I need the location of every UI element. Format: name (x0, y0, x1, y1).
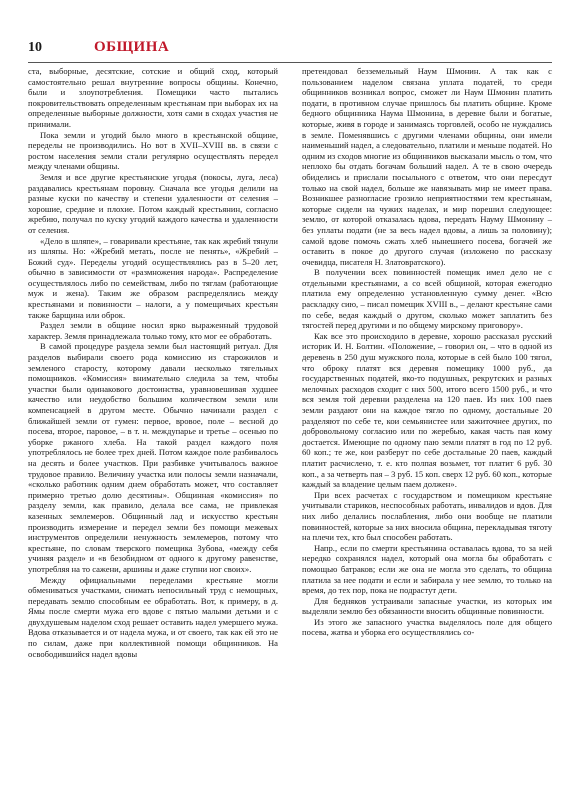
paragraph: претендовал безземельный Наум Шмонин. А так как с пользованием наделом связана уплата податей, то среди общинников возникал вопрос, сможет ли Наум Шмонин платить подати, в противном случае пришлось бы платить общине. Кроме бедного общинника Наума Шмонина, в деревне были и богатые, которые, живя в городе и занимаясь торговлей, особо не нуждались в земле. Поменявшись с другими членами общины, они имели наименьший надел, а следовательно, платили и меньше податей. Но одним из сходов многие из общинников высказали мысль о том, что неплохо бы отдать богачам больший надел. А те в свою очередь обиделись и прислали посыльного с ответом, что они пересдут только на свой надел, больше же навязывать мир не имеет права. Возникшее разногласие грозило неприятностями тем крестьянам, которые сидели на чужих наделах, и мир порешил следующее: землю, от которой отказалась вдова, передать Науму Шмонину – без уплаты подати (не за весь надел вдовы, а лишь за половину); самой вдове помочь сжать хлеб нынешнего посева, богачей же оставить в покое до другого случая (изложено по рассказу очевидца, писателя Н. Златовратского). (302, 66, 552, 267)
paragraph: Для бедняков устраивали запасные участки, из которых им выделяли землю без обязанности вносить общинные повинности. (302, 595, 552, 617)
paragraph: При всех расчетах с государством и помещиком крестьяне учитывали стариков, неспособных работать, инвалидов и вдов. Для них либо делались послабления, либо они вообще не платили повинностей, которые за них вносила община, перекладывая тяготу на плечи тех, кто был способен работать. (302, 489, 552, 543)
paragraph: ста, выборные, десятские, сотские и общий сход, который самостоятельно решал внутренние вопросы общины. Конечно, были и злоупотребления. Помещики часто пытались покровительствовать определенным крестьянам при выборах их на определенные выборные должности, хотя сами в сходах участия не принимали. (28, 66, 278, 129)
paragraph: В самой процедуре раздела земли был настоящий ритуал. Для разделов выбирали своего рода комиссию из старожилов и земленого старосту, которому давали несколько тягельных помощников. «Комиссия» внимательно следила за тем, чтобы участки были одинакового достоинства, уравновешивая худшее качество или неудобство большим количеством земли или компенсацией в другом месте. Обычно начинали раздел с ближайшей земли от гумен: первое, вровое, поле – весной до посева, второе, паровое, – в т. н. междупарье и третье – осенью по уборке ржаного хлеба. На такой раздел каждого поля употреблялось не более трех дней. Потом каждое поле разбивалось на десять и более участков. При разбивке учитывалось важное трудовое правило. Величину участка или полосы земли назначали, «сколько работник одним днем обработать может, что составляет примерно третью долю десятины». Общинная «комиссия» по разделу земли, как правило, делала все сама, не привлекая казенных землемеров. Общинный лад и искусство крестьян производить измерение и передел земли без помощи межевых инструментов определили ненужность землемеров, потому что крестьяне, по словам тверского помещика Зубова, «между себя учиняя раздел» и «в безобидном от одного к другому равенстве, употребляя на то сажени, аршины и даже ступни ног своих». (28, 341, 278, 574)
right-column (302, 66, 552, 786)
running-title: ОБЩИНА (94, 39, 170, 55)
paragraph: Между официальными переделами крестьяне могли обмениваться участками, снимать непосильный труд с немощных, передавать землю способным ее обработать. Вот, к примеру, в д. Ямы после смерти мужа его вдове с пятью малыми детьми и с двухдушевым наделом сход решает оставить надел умершего мужа. Вдова отказывается и от надела мужа, и от своего, так как ей это не по силам, даже при коллективной помощи общинников. На освободившийся надел вдовы (28, 574, 278, 659)
page-number: 10 (28, 40, 42, 55)
paragraph: Пока земли и угодий было много в крестьянской общине, переделы не производились. Но вот в XVII–XVIII вв. в связи с ростом населения земли стали регулярно осуществлять передел между членами общины. (28, 129, 278, 172)
paragraph: В получении всех повинностей помещик имел дело не с отдельными крестьянами, а со всей общиной, которая ежегодно платила ему определенно установленную сумму денег. «Всю раскладку сию, – писал помещик XVIII в., – делают крестьяне сами по себе, ведая каждый о другом, сколько может заплатить без тягостей перед другими и по общему мирскому приговору». (302, 267, 552, 331)
paragraph: Раздел земли в общине носил ярко выраженный трудовой характер. Земля принадлежала только тому, кто мог ее обработать. (28, 320, 278, 341)
paragraph: «Дело в шляпе», – говаривали крестьяне, так как жребий тянули из шляпы. Но: «Жребий метать, после не пенять», «Жребий – Божий суд». Переделы угодий осуществлялись раз в 5–20 лет, обычно в зависимости от «размножения народа». Распределение осуществлялось либо по семействам, либо по тяглам (работающие муж и жена). Таким же образом распределялись между крестьянами и повинности – налоги, а у помещичьих крестьян также барщина или оброк. (28, 235, 278, 320)
left-column (28, 66, 278, 786)
paragraph: Земля и все другие крестьянские угодья (покосы, луга, леса) раздавались крестьянам поровну. Сначала все угодья делили на разные куски по качеству и степени удаленности от селения – хорошие, средние и плохие. Потом каждый крестьянин, согласно жребию, получал по куску угодий каждого качества и удаленности от селения. (28, 171, 278, 235)
paragraph: Напр., если по смерти крестьянина оставалась вдова, то за ней нередко сохранялся надел, который она могла бы обработать с помощью батраков; если же она не могла это сделать, то община платила за нее подати и если и забирала у нее землю, то только на время, до тех пор, пока не подрастут дети. (302, 542, 552, 596)
paragraph: Из этого же запасного участка выделялось поле для общего посева, жатва и уборка его осуществлялись со- (302, 616, 552, 638)
page-header (28, 38, 552, 60)
header-rule (28, 62, 552, 63)
paragraph: Как все это происходило в деревне, хорошо рассказал русский историк И. Н. Болтин. «Положение, – говорил он, – что в одной из деревень в 250 душ мужского пола, которые в сей было 100 тягол, что оброку платят вся деревня помещику 1000 руб., да государственных податей, яко-то подушных, рекрутских и разных мелочных расходов сходит с них 500, итого всего 1500 руб., и что вся земля той деревни разделена на 120 паев. Из них 100 паев земли раздают они на каждое тягло по одному, достальные 20 разделяют по себе те, кои семьянистее или зажиточнее других, по добровольному согласию или по жеребью, какая часть пая кому достается. Имеющие по одному паю земли платят в год по 12 руб. 60 коп.; те же, кои разберут по себе достальные 20 паев, каждый платит расчислено, т. е. кто полпая возьмет, тот платит 6 руб. 30 коп., а за четверть пая – 3 руб. 15 коп. сверх 12 руб. 60 коп., которые каждый за владение целым паем должен». (302, 330, 552, 490)
